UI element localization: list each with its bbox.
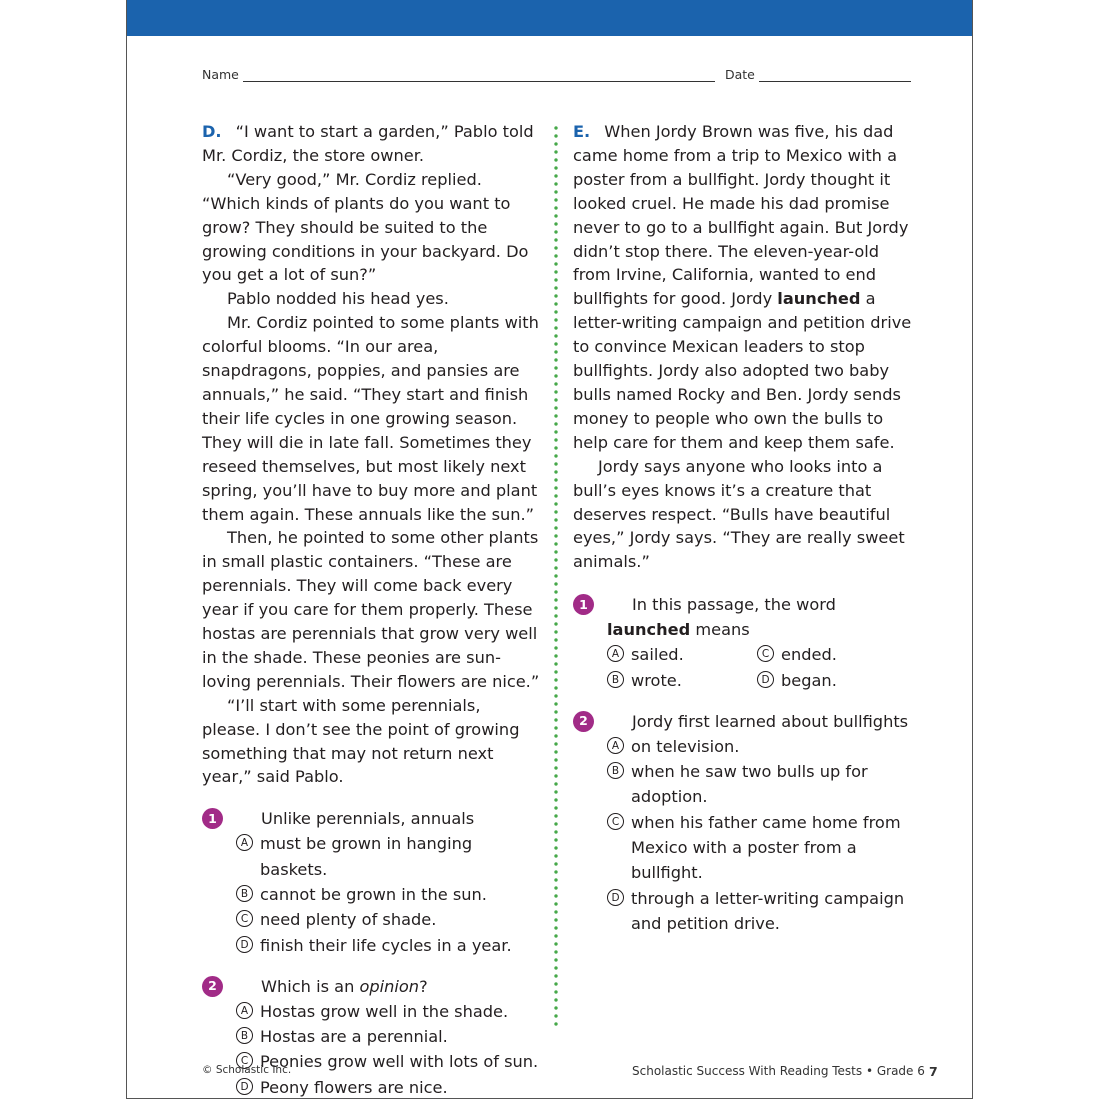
answer-option[interactable]: C ended. <box>757 642 907 667</box>
question-number-badge: 1 <box>573 594 594 615</box>
option-bubble[interactable]: B <box>236 1027 253 1044</box>
option-bubble[interactable]: D <box>236 936 253 953</box>
passage-e-paragraph: Jordy says anyone who looks into a bull’s eyes knows it’s a creature that deserves respect. “Bulls have beautiful eyes,” Jordy says. “They are really sweet animals.” <box>573 456 905 572</box>
option-bubble[interactable]: B <box>607 762 624 779</box>
answer-option[interactable]: C Peonies grow well with lots of sun. <box>236 1049 542 1074</box>
option-bubble[interactable]: D <box>757 671 774 688</box>
answer-option[interactable]: A Hostas grow well in the shade. <box>236 999 542 1024</box>
page-number: 7 <box>929 1064 938 1079</box>
answer-option[interactable]: B Hostas are a perennial. <box>236 1024 542 1049</box>
question-number-badge: 1 <box>202 808 223 829</box>
option-bubble[interactable]: B <box>236 885 253 902</box>
answer-option[interactable]: A on television. <box>607 734 918 759</box>
question <box>202 806 542 957</box>
answer-option[interactable]: A must be grown in hanging baskets. <box>236 831 542 882</box>
option-bubble[interactable]: A <box>236 834 253 851</box>
option-bubble[interactable]: A <box>607 645 624 662</box>
option-bubble[interactable]: D <box>236 1078 253 1095</box>
passage-e <box>573 120 918 936</box>
passage-d-paragraph: “I’ll start with some perennials, please. I don’t see the point of growing something that may not return next year,” said Pablo. <box>202 695 520 787</box>
passage-d-paragraph: Then, he pointed to some other plants in small plastic containers. “These are perennials. They will come back every year if you care for them properly. These hostas are perennials that grow very well in the shade. These peonies are sun-loving perennials. Their flowers are nice.” <box>202 528 540 691</box>
question-stem: Jordy first learned about bullfights <box>632 711 909 731</box>
passage-d-paragraph: D. “I want to start a garden,” Pablo told Mr. Cordiz, the store owner. <box>202 122 534 165</box>
date-line <box>759 81 911 82</box>
name-line <box>243 81 715 82</box>
answer-option[interactable]: D finish their life cycles in a year. <box>236 933 542 958</box>
question-stem: In this passage, the word launched means <box>607 595 836 640</box>
option-bubble[interactable]: C <box>236 910 253 927</box>
question-number-badge: 2 <box>202 976 223 997</box>
worksheet-page <box>126 0 973 1099</box>
answer-option[interactable]: B when he saw two bulls up for adoption. <box>607 759 918 810</box>
question-number-badge: 2 <box>573 711 594 732</box>
answer-option[interactable]: A sailed. <box>607 642 757 667</box>
answer-option[interactable]: D Peony flowers are nice. <box>236 1075 542 1100</box>
book-title: Scholastic Success With Reading Tests • Grade 6 <box>632 1064 925 1078</box>
passage-d-paragraph: “Very good,” Mr. Cordiz replied. “Which kinds of plants do you want to grow? They should be suited to the growing conditions in your backyard. Do you get a lot of sun?” <box>202 169 529 285</box>
passage-e-paragraph: E. When Jordy Brown was five, his dad came home from a trip to Mexico with a poster from a bullfight. Jordy thought it looked cruel. He made his dad promise never to go to a bullfight again. But Jordy didn’t stop there. The eleven-year-old from Irvine, California, wanted to end bullfights for good. Jordy launched a letter-writing campaign and petition drive to convince Mexican leaders to stop bullfights. Jordy also adopted two baby bulls named Rocky and Ben. Jordy sends money to people who own the bulls to help care for them and keep them safe. <box>573 122 912 452</box>
passage-d-paragraph: Mr. Cordiz pointed to some plants with colorful blooms. “In our area, snapdragons, poppies, and pansies are annuals,” he said. “They start and finish their life cycles in one growing season. They will die in late fall. Sometimes they reseed themselves, but most likely next spring, you’ll have to buy more and plant them again. These annuals like the sun.” <box>202 313 539 524</box>
passage-letter: D. <box>202 122 222 141</box>
answer-option[interactable]: D began. <box>757 668 907 693</box>
option-bubble[interactable]: C <box>757 645 774 662</box>
date-label: Date <box>725 67 755 82</box>
option-bubble[interactable]: C <box>236 1052 253 1069</box>
passage-letter: E. <box>573 122 591 141</box>
dotted-column-divider <box>554 124 558 1026</box>
answer-option[interactable]: B wrote. <box>607 668 757 693</box>
option-bubble[interactable]: A <box>236 1002 253 1019</box>
passage-d <box>202 120 542 1100</box>
answer-option[interactable]: C need plenty of shade. <box>236 907 542 932</box>
question-stem: Unlike perennials, annuals <box>261 809 475 829</box>
passage-d-paragraph: Pablo nodded his head yes. <box>227 289 449 309</box>
options-grid <box>607 642 918 693</box>
question <box>573 592 918 693</box>
option-bubble[interactable]: D <box>607 889 624 906</box>
top-color-bar <box>127 0 972 36</box>
option-bubble[interactable]: A <box>607 737 624 754</box>
answer-option[interactable]: D through a letter-writing campaign and petition drive. <box>607 886 918 937</box>
question-stem: Which is an opinion? <box>261 976 428 996</box>
question <box>202 974 542 1100</box>
answer-option[interactable]: B cannot be grown in the sun. <box>236 882 542 907</box>
copyright-notice: © Scholastic Inc. <box>202 1064 292 1076</box>
option-bubble[interactable]: C <box>607 813 624 830</box>
question <box>573 709 918 936</box>
answer-option[interactable]: C when his father came home from Mexico with a poster from a bullfight. <box>607 810 918 886</box>
name-label: Name <box>202 67 239 82</box>
option-bubble[interactable]: B <box>607 671 624 688</box>
